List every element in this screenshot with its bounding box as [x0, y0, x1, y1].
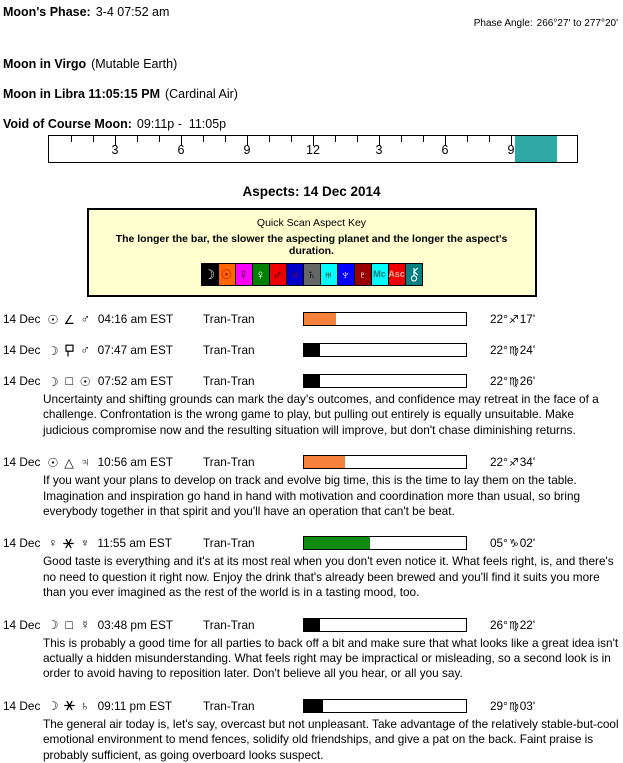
aspect-row — [3, 341, 620, 359]
semisquare-icon: ∠ — [63, 312, 75, 327]
moon-sign-line — [3, 56, 620, 73]
aspect-duration-bar — [303, 312, 467, 326]
row-time: 07:52 am EST — [97, 374, 174, 388]
row-position: 22°♐34' — [490, 455, 536, 470]
aspect-duration-bar — [303, 536, 467, 550]
aspect-row — [3, 697, 620, 715]
hour-tick — [467, 136, 468, 142]
moon-sign-label: Moon in Virgo — [3, 57, 87, 71]
virgo-icon: ♍ — [508, 619, 519, 632]
square-icon: □ — [65, 374, 73, 388]
sun-icon: ☉ — [47, 312, 59, 327]
row-chart-type: Tran-Tran — [203, 343, 255, 357]
quick-scan-aspect-key — [87, 208, 537, 297]
row-chart-type: Tran-Tran — [203, 312, 255, 326]
sesquiquadrate-icon — [64, 344, 75, 357]
hour-tick — [71, 136, 72, 142]
row-chart-type: Tran-Tran — [203, 698, 255, 713]
venus-icon: ♀ — [252, 263, 270, 286]
sextile-icon — [64, 700, 75, 711]
aspect-duration-bar — [303, 343, 467, 357]
aspect-interpretation: Uncertainty and shifting grounds can mark the day's outcomes, and confidence may retreat in the face of a challenge. Confrontation is the wrong game to play, but pulling out entirely is equally unsuitable. Make judicious compromise now and the resulting situation will improve, but don't chase diminishing returns. — [43, 392, 599, 437]
hour-tick — [357, 136, 358, 142]
row-date: 14 Dec — [3, 455, 41, 470]
row-position: 22°♍24' — [490, 343, 536, 357]
row-chart-type: Tran-Tran — [203, 374, 255, 388]
square-icon: □ — [65, 617, 73, 632]
pluto-icon: ♇ — [354, 263, 372, 286]
row-position: 22°♍26' — [490, 374, 536, 388]
row-position: 29°♍03' — [490, 698, 536, 713]
row-date: 14 Dec — [3, 536, 41, 551]
hour-label: 3 — [111, 143, 119, 157]
phase-angle-label: Phase Angle: — [473, 18, 533, 29]
uranus-icon: ♅ — [320, 263, 338, 286]
row-time: 03:48 pm EST — [97, 617, 174, 632]
venus-icon: ♀ — [48, 536, 58, 551]
hour-tick — [159, 136, 160, 142]
moon-sign-note: (Mutable Earth) — [91, 57, 178, 71]
hour-tick — [203, 136, 204, 142]
hour-label: 9 — [507, 143, 515, 157]
moon-icon: ☽ — [47, 343, 59, 358]
voc-highlight — [515, 136, 557, 162]
sagittarius-icon: ♐ — [508, 314, 519, 326]
row-date: 14 Dec — [3, 312, 41, 326]
aspect-row — [3, 310, 620, 328]
moon-next-sign-line — [3, 86, 620, 103]
row-chart-type: Tran-Tran — [203, 536, 255, 551]
virgo-icon: ♍ — [508, 700, 519, 713]
row-time: 04:16 am EST — [97, 312, 174, 326]
jupiter-icon: ♃ — [286, 263, 304, 286]
aspect-duration-bar-fill — [304, 375, 320, 387]
hour-tick — [269, 136, 270, 142]
voc-line — [3, 116, 620, 133]
aspect-duration-bar-fill — [304, 619, 320, 631]
neptune-icon: ♆ — [337, 263, 355, 286]
chiron-icon — [405, 263, 423, 286]
aspect-row — [3, 453, 620, 471]
moon-icon: ☽ — [47, 618, 59, 633]
hour-label: 9 — [243, 143, 251, 157]
hour-tick — [225, 136, 226, 142]
row-chart-type: Tran-Tran — [203, 617, 255, 632]
sun-icon: ☉ — [218, 263, 236, 286]
row-position: 26°♍22' — [490, 617, 536, 632]
jupiter-icon: ♃ — [80, 455, 90, 470]
aspect-row — [3, 534, 620, 552]
key-title: Quick Scan Aspect Key — [256, 217, 367, 229]
mercury-icon: ☿ — [235, 263, 253, 286]
row-time: 10:56 am EST — [97, 455, 174, 470]
moon-icon: ☽ — [47, 374, 59, 389]
aspect-duration-bar-fill — [304, 537, 370, 549]
hour-label: 6 — [441, 143, 449, 157]
aspect-duration-bar-fill — [304, 456, 345, 468]
row-date: 14 Dec — [3, 617, 41, 632]
mars-icon: ♂ — [80, 312, 91, 326]
aspect-duration-bar-fill — [304, 313, 336, 325]
row-date: 14 Dec — [3, 343, 41, 357]
mc-icon: Mc — [371, 263, 389, 286]
aspect-interpretation: This is probably a good time for all parties to back off a bit and make sure that what looks like a great idea isn't actually a hidden misunderstanding. What feels right may be impractical or misleading, so a second look is in order to avoid having to reposition later. Don't believe all you hear, or all you say. — [43, 635, 619, 681]
virgo-icon: ♍ — [508, 345, 519, 357]
row-position: 05°♑02' — [490, 536, 536, 551]
hour-label: 3 — [375, 143, 383, 157]
mars-icon: ♂ — [80, 343, 90, 357]
asc-icon: Asc — [388, 263, 406, 286]
phase-angle — [463, 4, 620, 43]
aspect-duration-bar — [303, 455, 467, 469]
neptune-icon: ♆ — [80, 536, 90, 551]
hour-tick — [401, 136, 402, 142]
hour-tick — [93, 136, 94, 142]
mars-icon: ♂ — [269, 263, 287, 286]
saturn-icon: ♄ — [80, 698, 90, 713]
key-subtitle: The longer the bar, the slower the aspecting planet and the longer the aspect's duration. — [115, 233, 508, 257]
moon-next-sign-label: Moon in Libra 11:05:15 PM — [3, 87, 160, 101]
aspect-duration-bar-fill — [304, 700, 323, 712]
row-time: 09:11 pm EST — [97, 698, 173, 713]
hour-tick — [335, 136, 336, 142]
aspect-row — [3, 616, 620, 634]
aspect-row — [3, 372, 620, 390]
voc-label: Void of Course Moon: — [3, 117, 132, 131]
moon-next-sign-note: (Cardinal Air) — [164, 87, 238, 101]
aspect-duration-bar-fill — [304, 344, 320, 356]
planet-key-strip — [201, 263, 423, 286]
capricorn-icon: ♑ — [508, 538, 519, 551]
hour-tick — [489, 136, 490, 142]
hour-label: 6 — [177, 143, 185, 157]
virgo-icon: ♍ — [508, 376, 519, 388]
aspect-interpretation: The general air today is, let's say, overcast but not unpleasant. Take advantage of the relatively stable-but-cool emotional environment to mend fences, solidify old friendships, and give a pat on the back. Faint praise is probably sufficient, as going overboard looks suspect. — [43, 716, 619, 762]
aspect-list — [3, 310, 620, 763]
row-time: 07:47 am EST — [97, 343, 174, 357]
sextile-icon — [63, 538, 74, 549]
moons-phase-value: 3-4 07:52 am — [95, 5, 170, 19]
phase-angle-value: 266°27' to 277°20' — [536, 18, 618, 29]
hour-tick — [423, 136, 424, 142]
row-date: 14 Dec — [3, 698, 41, 713]
moons-phase-line — [3, 4, 620, 43]
moon-icon: ☽ — [47, 699, 59, 714]
row-date: 14 Dec — [3, 374, 41, 388]
aspects-title: Aspects: 14 Dec 2014 — [242, 184, 381, 199]
moon-icon: ☽ — [201, 263, 219, 286]
aspect-interpretation: If you want your plans to develop on track and evolve big time, this is the time to lay them on the table. Imagination and inspiration go hand in hand with motivation and coordination more than usual, so bring everybody together in that spirit and you'll have an operation that can't be beat. — [43, 473, 581, 519]
hour-label: 12 — [306, 143, 320, 157]
voc-value: 09:11p - 11:05p — [136, 117, 227, 131]
row-time: 11:55 am EST — [97, 536, 172, 551]
moons-phase-label: Moon's Phase: — [3, 5, 91, 19]
aspect-duration-bar — [303, 618, 467, 632]
hour-tick — [291, 136, 292, 142]
aspect-interpretation: Good taste is everything and it's at its most real when you don't even notice it. What feels right, is, and there's no need to question it right now. Enjoy the drink that's already been brewed and you'll find it suits you more than you ever imagined as the rest of the world is in a tasting mood, too. — [43, 554, 614, 600]
sun-icon: ☉ — [47, 455, 59, 470]
trine-icon: △ — [64, 455, 74, 470]
row-position: 22°♐17' — [490, 312, 536, 326]
voc-hour-ruler — [48, 135, 578, 163]
sagittarius-icon: ♐ — [508, 457, 519, 470]
aspect-duration-bar — [303, 374, 467, 388]
saturn-icon: ♄ — [303, 263, 321, 286]
sun-icon: ☉ — [79, 374, 91, 389]
hour-tick — [137, 136, 138, 142]
row-chart-type: Tran-Tran — [203, 455, 255, 470]
aspect-duration-bar — [303, 699, 467, 713]
mercury-icon: ☿ — [80, 617, 90, 632]
